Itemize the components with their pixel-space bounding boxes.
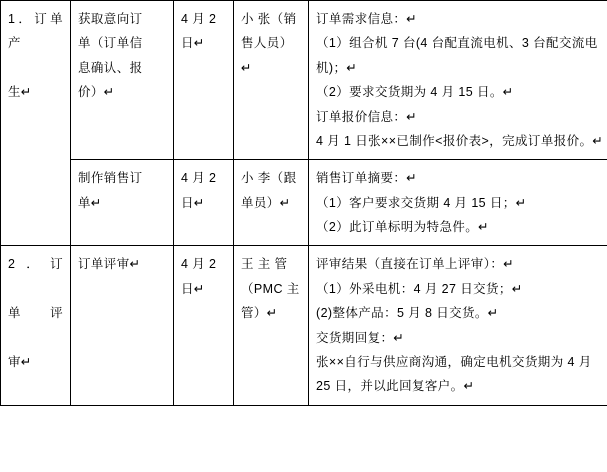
table-body (1, 1, 607, 406)
owner-cell-row3: 王 主 管 （PMC 主 管）↵ (234, 246, 309, 405)
table-row (1, 1, 607, 160)
date-cell-row1: 4 月 2 日↵ (174, 1, 234, 160)
stage-cell-order-review: 2．订 单 评 审↵ (1, 246, 71, 405)
detail-cell-row1: 订单需求信息：↵ （1）组合机 7 台(4 台配直流电机、3 台配交流电 机)；↵ （2）要求交货期为 4 月 15 日。↵ 订单报价信息：↵ 4 月 1 日张××已制作<报价表>，完成订单报价。↵ (309, 1, 607, 160)
date-cell-row2: 4 月 2 日↵ (174, 160, 234, 246)
task-cell-create-sales-order: 制作销售订 单↵ (71, 160, 174, 246)
owner-cell-row1: 小 张（销 售人员）↵ (234, 1, 309, 160)
table-row (1, 160, 607, 246)
detail-cell-row3: 评审结果（直接在订单上评审）：↵ （1）外采电机：4 月 27 日交货；↵ (2)整体产品：5 月 8 日交货。↵ 交货期回复：↵ 张××自行与供应商沟通，确定电机交货期为 4 月 25 日，并以此回复客户。↵ (309, 246, 607, 405)
owner-cell-row2: 小 李（跟 单员）↵ (234, 160, 309, 246)
table-row (1, 246, 607, 405)
task-cell-acquire-intent-order: 获取意向订 单（订单信 息确认、报 价）↵ (71, 1, 174, 160)
detail-cell-row2: 销售订单摘要：↵ （1）客户要求交货期 4 月 15 日；↵ （2）此订单标明为特急件。↵ (309, 160, 607, 246)
date-cell-row3: 4 月 2 日↵ (174, 246, 234, 405)
stage-cell-order-generation: 1．订单产 生↵ (1, 1, 71, 246)
task-cell-order-review: 订单评审↵ (71, 246, 174, 405)
